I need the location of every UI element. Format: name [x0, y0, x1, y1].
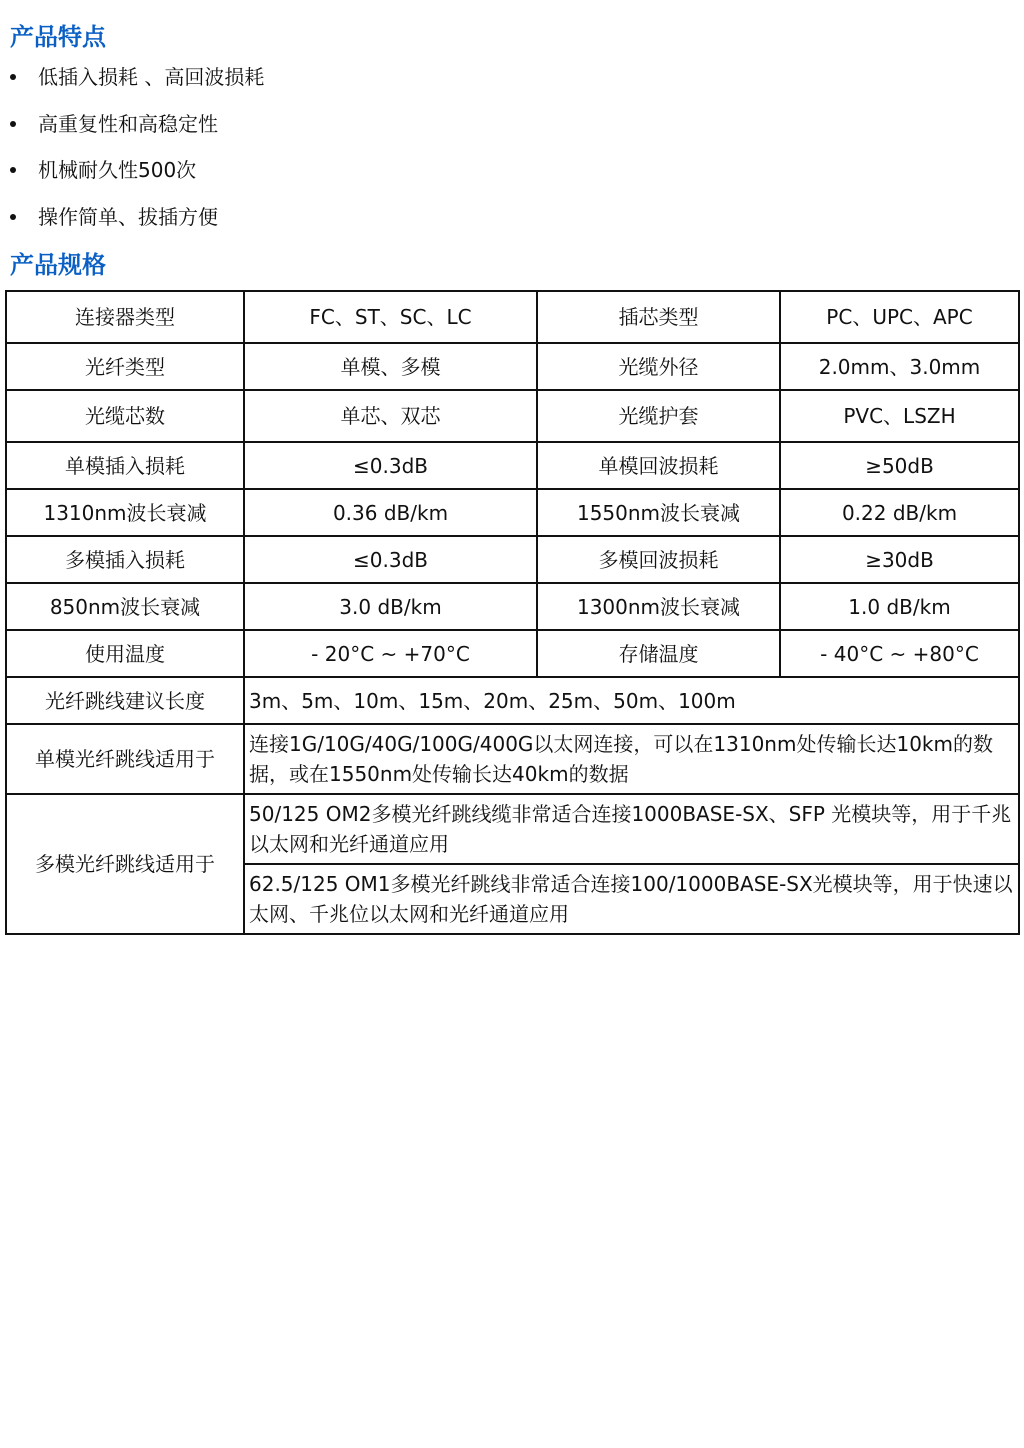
feature-item — [0, 107, 264, 154]
spec-value: 2.0mm、3.0mm — [780, 343, 1019, 390]
feature-item — [0, 200, 264, 247]
table-row — [6, 343, 1019, 390]
bullet-icon — [10, 121, 16, 127]
spec-label: 1300nm波长衰减 — [537, 583, 780, 630]
table-row — [6, 630, 1019, 677]
spec-value: 3m、5m、10m、15m、20m、25m、50m、100m — [244, 677, 1019, 724]
feature-item — [0, 60, 264, 107]
spec-label: 存储温度 — [537, 630, 780, 677]
table-row — [6, 677, 1019, 724]
spec-label: 单模光纤跳线适用于 — [6, 724, 244, 794]
spec-label: 1310nm波长衰减 — [6, 489, 244, 536]
spec-value: - 40°C ~ +80°C — [780, 630, 1019, 677]
table-row — [6, 536, 1019, 583]
feature-text: 操作简单、拔插方便 — [38, 204, 218, 229]
table-row — [6, 724, 1019, 794]
table-row — [6, 489, 1019, 536]
feature-item — [0, 153, 264, 200]
spec-label: 连接器类型 — [6, 291, 244, 343]
spec-label: 光缆芯数 — [6, 390, 244, 442]
spec-value: 单芯、双芯 — [244, 390, 537, 442]
spec-table — [5, 290, 1020, 935]
spec-label: 光纤类型 — [6, 343, 244, 390]
table-row — [6, 291, 1019, 343]
spec-value: ≥30dB — [780, 536, 1019, 583]
bullet-icon — [10, 74, 16, 80]
spec-label: 多模光纤跳线适用于 — [6, 794, 244, 934]
spec-value: PVC、LSZH — [780, 390, 1019, 442]
spec-label: 多模回波损耗 — [537, 536, 780, 583]
spec-label: 单模回波损耗 — [537, 442, 780, 489]
spec-value: 62.5/125 OM1多模光纤跳线非常适合连接100/1000BASE-SX光模块等，用于快速以太网、千兆位以太网和光纤通道应用 — [244, 864, 1019, 934]
table-row — [6, 583, 1019, 630]
spec-value: 1.0 dB/km — [780, 583, 1019, 630]
spec-label: 单模插入损耗 — [6, 442, 244, 489]
features-list — [0, 60, 264, 246]
spec-label: 1550nm波长衰减 — [537, 489, 780, 536]
feature-text: 高重复性和高稳定性 — [38, 111, 218, 136]
spec-value: ≥50dB — [780, 442, 1019, 489]
table-row — [6, 794, 1019, 864]
feature-text: 机械耐久性500次 — [38, 158, 197, 182]
specs-heading: 产品规格 — [10, 251, 106, 279]
spec-value: FC、ST、SC、LC — [244, 291, 537, 343]
features-heading: 产品特点 — [10, 23, 106, 51]
spec-value: ≤0.3dB — [244, 536, 537, 583]
spec-value: 50/125 OM2多模光纤跳线缆非常适合连接1000BASE-SX、SFP 光模块等，用于千兆以太网和光纤通道应用 — [244, 794, 1019, 864]
spec-value: 连接1G/10G/40G/100G/400G以太网连接，可以在1310nm处传输长达10km的数据，或在1550nm处传输长达40km的数据 — [244, 724, 1019, 794]
spec-value: 0.36 dB/km — [244, 489, 537, 536]
spec-value: - 20°C ~ +70°C — [244, 630, 537, 677]
table-row — [6, 442, 1019, 489]
bullet-icon — [10, 167, 16, 173]
spec-label: 光缆外径 — [537, 343, 780, 390]
table-row — [6, 390, 1019, 442]
bullet-icon — [10, 214, 16, 220]
spec-label: 使用温度 — [6, 630, 244, 677]
spec-value: ≤0.3dB — [244, 442, 537, 489]
spec-label: 光纤跳线建议长度 — [6, 677, 244, 724]
spec-value: PC、UPC、APC — [780, 291, 1019, 343]
spec-label: 多模插入损耗 — [6, 536, 244, 583]
spec-label: 光缆护套 — [537, 390, 780, 442]
spec-value: 单模、多模 — [244, 343, 537, 390]
feature-text: 低插入损耗 、高回波损耗 — [38, 65, 265, 89]
spec-label: 850nm波长衰减 — [6, 583, 244, 630]
spec-value: 0.22 dB/km — [780, 489, 1019, 536]
spec-label: 插芯类型 — [537, 291, 780, 343]
spec-value: 3.0 dB/km — [244, 583, 537, 630]
